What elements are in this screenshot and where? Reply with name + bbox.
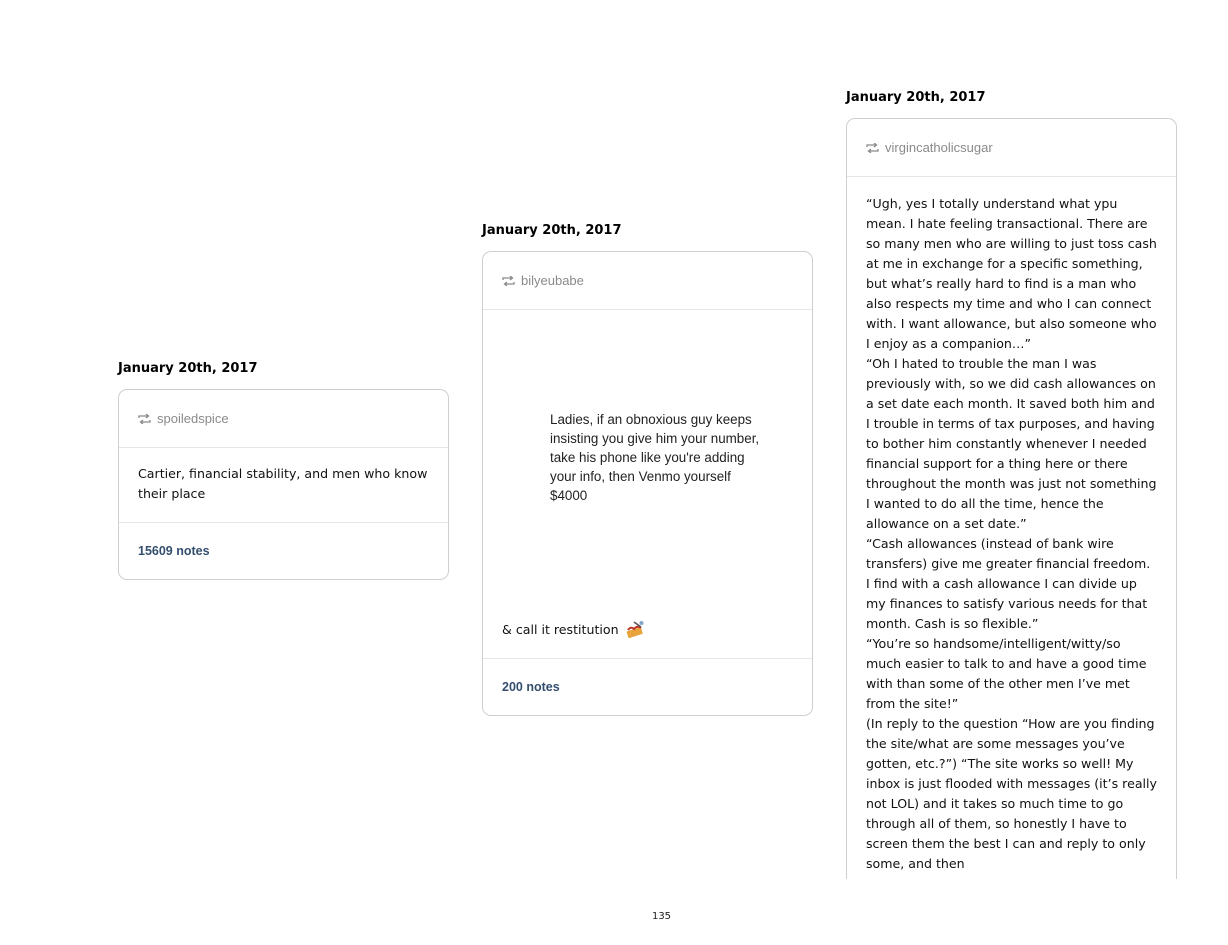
post-card xyxy=(482,251,813,716)
post-card xyxy=(846,118,1177,879)
post-paragraph: (In reply to the question “How are you finding the site/what are some messages you’ve gotten, etc.?”) “The site works so well! My inbox is just flooded with messages (it’s really not LOL) and it takes so much time to go through all of them, so honestly I have to screen them the best I can and reply to only some, and then xyxy=(866,716,1157,871)
reblog-icon xyxy=(138,414,151,424)
post-username[interactable]: virgincatholicsugar xyxy=(885,140,993,155)
post-spoiledspice xyxy=(118,361,449,580)
post-header xyxy=(847,119,1176,177)
post-date: January 20th, 2017 xyxy=(482,223,622,238)
post-image-text: Ladies, if an obnoxious guy keeps insisting you give him your number, take his phone like you're adding your info, then Venmo yourself $4000 xyxy=(550,412,760,503)
money-with-wings-icon xyxy=(625,620,645,638)
post-paragraph: “Oh I hated to trouble the man I was previously with, so we did cash allowances on a set date each month. It saved both him and I trouble in terms of tax purposes, and having to bother him constantly whenever I needed financial support for a thing here or there throughout the month was just not something I wanted to do all the time, hence the allowance on a set date.” xyxy=(866,356,1157,531)
post-virgincatholicsugar xyxy=(846,90,1177,879)
post-card xyxy=(118,389,449,580)
post-date: January 20th, 2017 xyxy=(846,90,986,105)
post-bilyeubabe xyxy=(482,223,813,716)
reblog-icon xyxy=(502,276,515,286)
post-header xyxy=(119,390,448,448)
post-header xyxy=(483,252,812,310)
post-caption-text: & call it restitution xyxy=(502,622,619,637)
post-notes[interactable]: 200 notes xyxy=(502,680,560,694)
post-username[interactable]: bilyeubabe xyxy=(521,273,584,288)
page-number: 135 xyxy=(651,911,672,922)
post-image[interactable] xyxy=(483,310,812,606)
post-body xyxy=(847,177,1176,874)
reblog-icon xyxy=(866,143,879,153)
post-body: Cartier, financial stability, and men who know their place xyxy=(119,448,448,523)
post-paragraph: “Ugh, yes I totally understand what ypu mean. I hate feeling transactional. There are so many men who are willing to just toss cash at me in exchange for a specific something, but what’s really hard to find is a man who also respects my time and who I can connect with. I want allowance, but also someone who I enjoy as a companion…” xyxy=(866,196,1157,351)
post-caption xyxy=(483,606,812,659)
post-paragraph: “Cash allowances (instead of bank wire transfers) give me greater financial freedom. I find with a cash allowance I can divide up my finances to satisfy various needs for that month. Cash is so flexible.” xyxy=(866,536,1151,631)
post-date: January 20th, 2017 xyxy=(118,361,258,376)
post-notes[interactable]: 15609 notes xyxy=(138,544,210,558)
post-username[interactable]: spoiledspice xyxy=(157,411,229,426)
post-paragraph: “You’re so handsome/intelligent/witty/so much easier to talk to and have a good time with than some of the other men I’ve met from the site!” xyxy=(866,636,1147,711)
